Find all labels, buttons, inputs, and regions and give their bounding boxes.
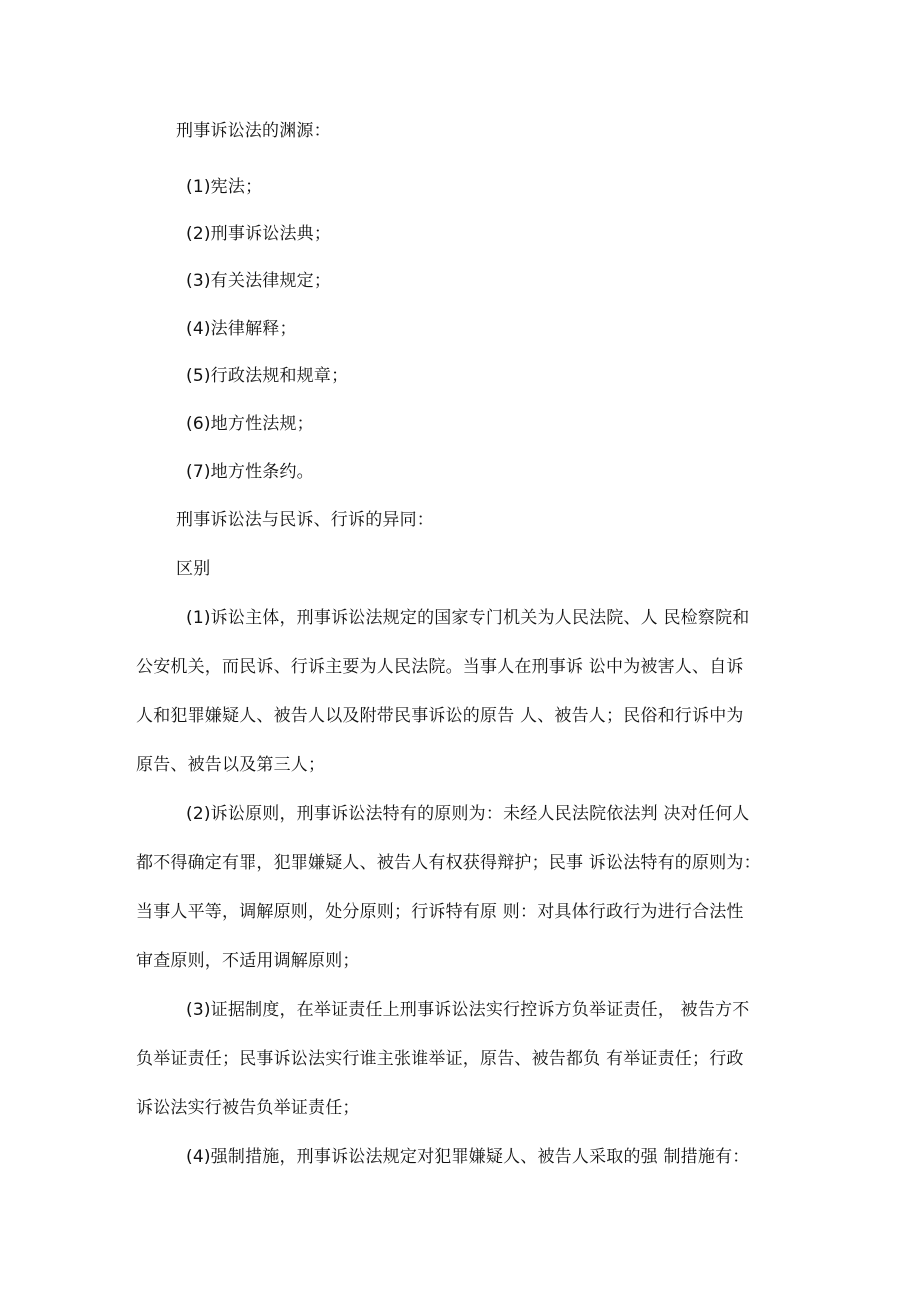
- para1-line3: 人和犯罪嫌疑人、被告人以及附带民事诉讼的原告 人、被告人；民俗和行诉中为: [136, 706, 744, 726]
- para2-line2: 都不得确定有罪，犯罪嫌疑人、被告人有权获得辩护；民事 诉讼法特有的原则为：: [136, 853, 761, 873]
- heading-difference: 区别: [176, 559, 211, 579]
- para1-line1: (1)诉讼主体，刑事诉讼法规定的国家专门机关为人民法院、人 民检察院和: [186, 608, 750, 628]
- heading-compare: 刑事诉讼法与民诉、行诉的异同：: [176, 510, 434, 530]
- source-item-4: (4)法律解释；: [186, 319, 297, 339]
- para2-line4: 审查原则，不适用调解原则；: [136, 951, 360, 971]
- para2-line1: (2)诉讼原则，刑事诉讼法特有的原则为：未经人民法院依法判 决对任何人: [186, 804, 750, 824]
- source-item-7: (7)地方性条约。: [186, 462, 314, 482]
- source-item-2: (2)刑事诉讼法典；: [186, 224, 332, 244]
- para1-line2: 公安机关，而民诉、行诉主要为人民法院。当事人在刑事诉 讼中为被害人、自诉: [136, 657, 744, 677]
- para2-line3: 当事人平等，调解原则，处分原则；行诉特有原 则：对具体行政行为进行合法性: [136, 902, 744, 922]
- heading-sources: 刑事诉讼法的渊源：: [176, 121, 331, 141]
- para3-line1: (3)证据制度，在举证责任上刑事诉讼法实行控诉方负举证责任， 被告方不: [186, 1000, 750, 1020]
- source-item-3: (3)有关法律规定；: [186, 271, 332, 291]
- source-item-1: (1)宪法；: [186, 177, 263, 197]
- para4-line1: (4)强制措施，刑事诉讼法规定对犯罪嫌疑人、被告人采取的强 制措施有：: [186, 1147, 750, 1167]
- para3-line2: 负举证责任；民事诉讼法实行谁主张谁举证，原告、被告都负 有举证责任；行政: [136, 1049, 744, 1069]
- para1-line4: 原告、被告以及第三人；: [136, 755, 326, 775]
- source-item-6: (6)地方性法规；: [186, 414, 314, 434]
- para3-line3: 诉讼法实行被告负举证责任；: [136, 1098, 360, 1118]
- source-item-5: (5)行政法规和规章；: [186, 366, 349, 386]
